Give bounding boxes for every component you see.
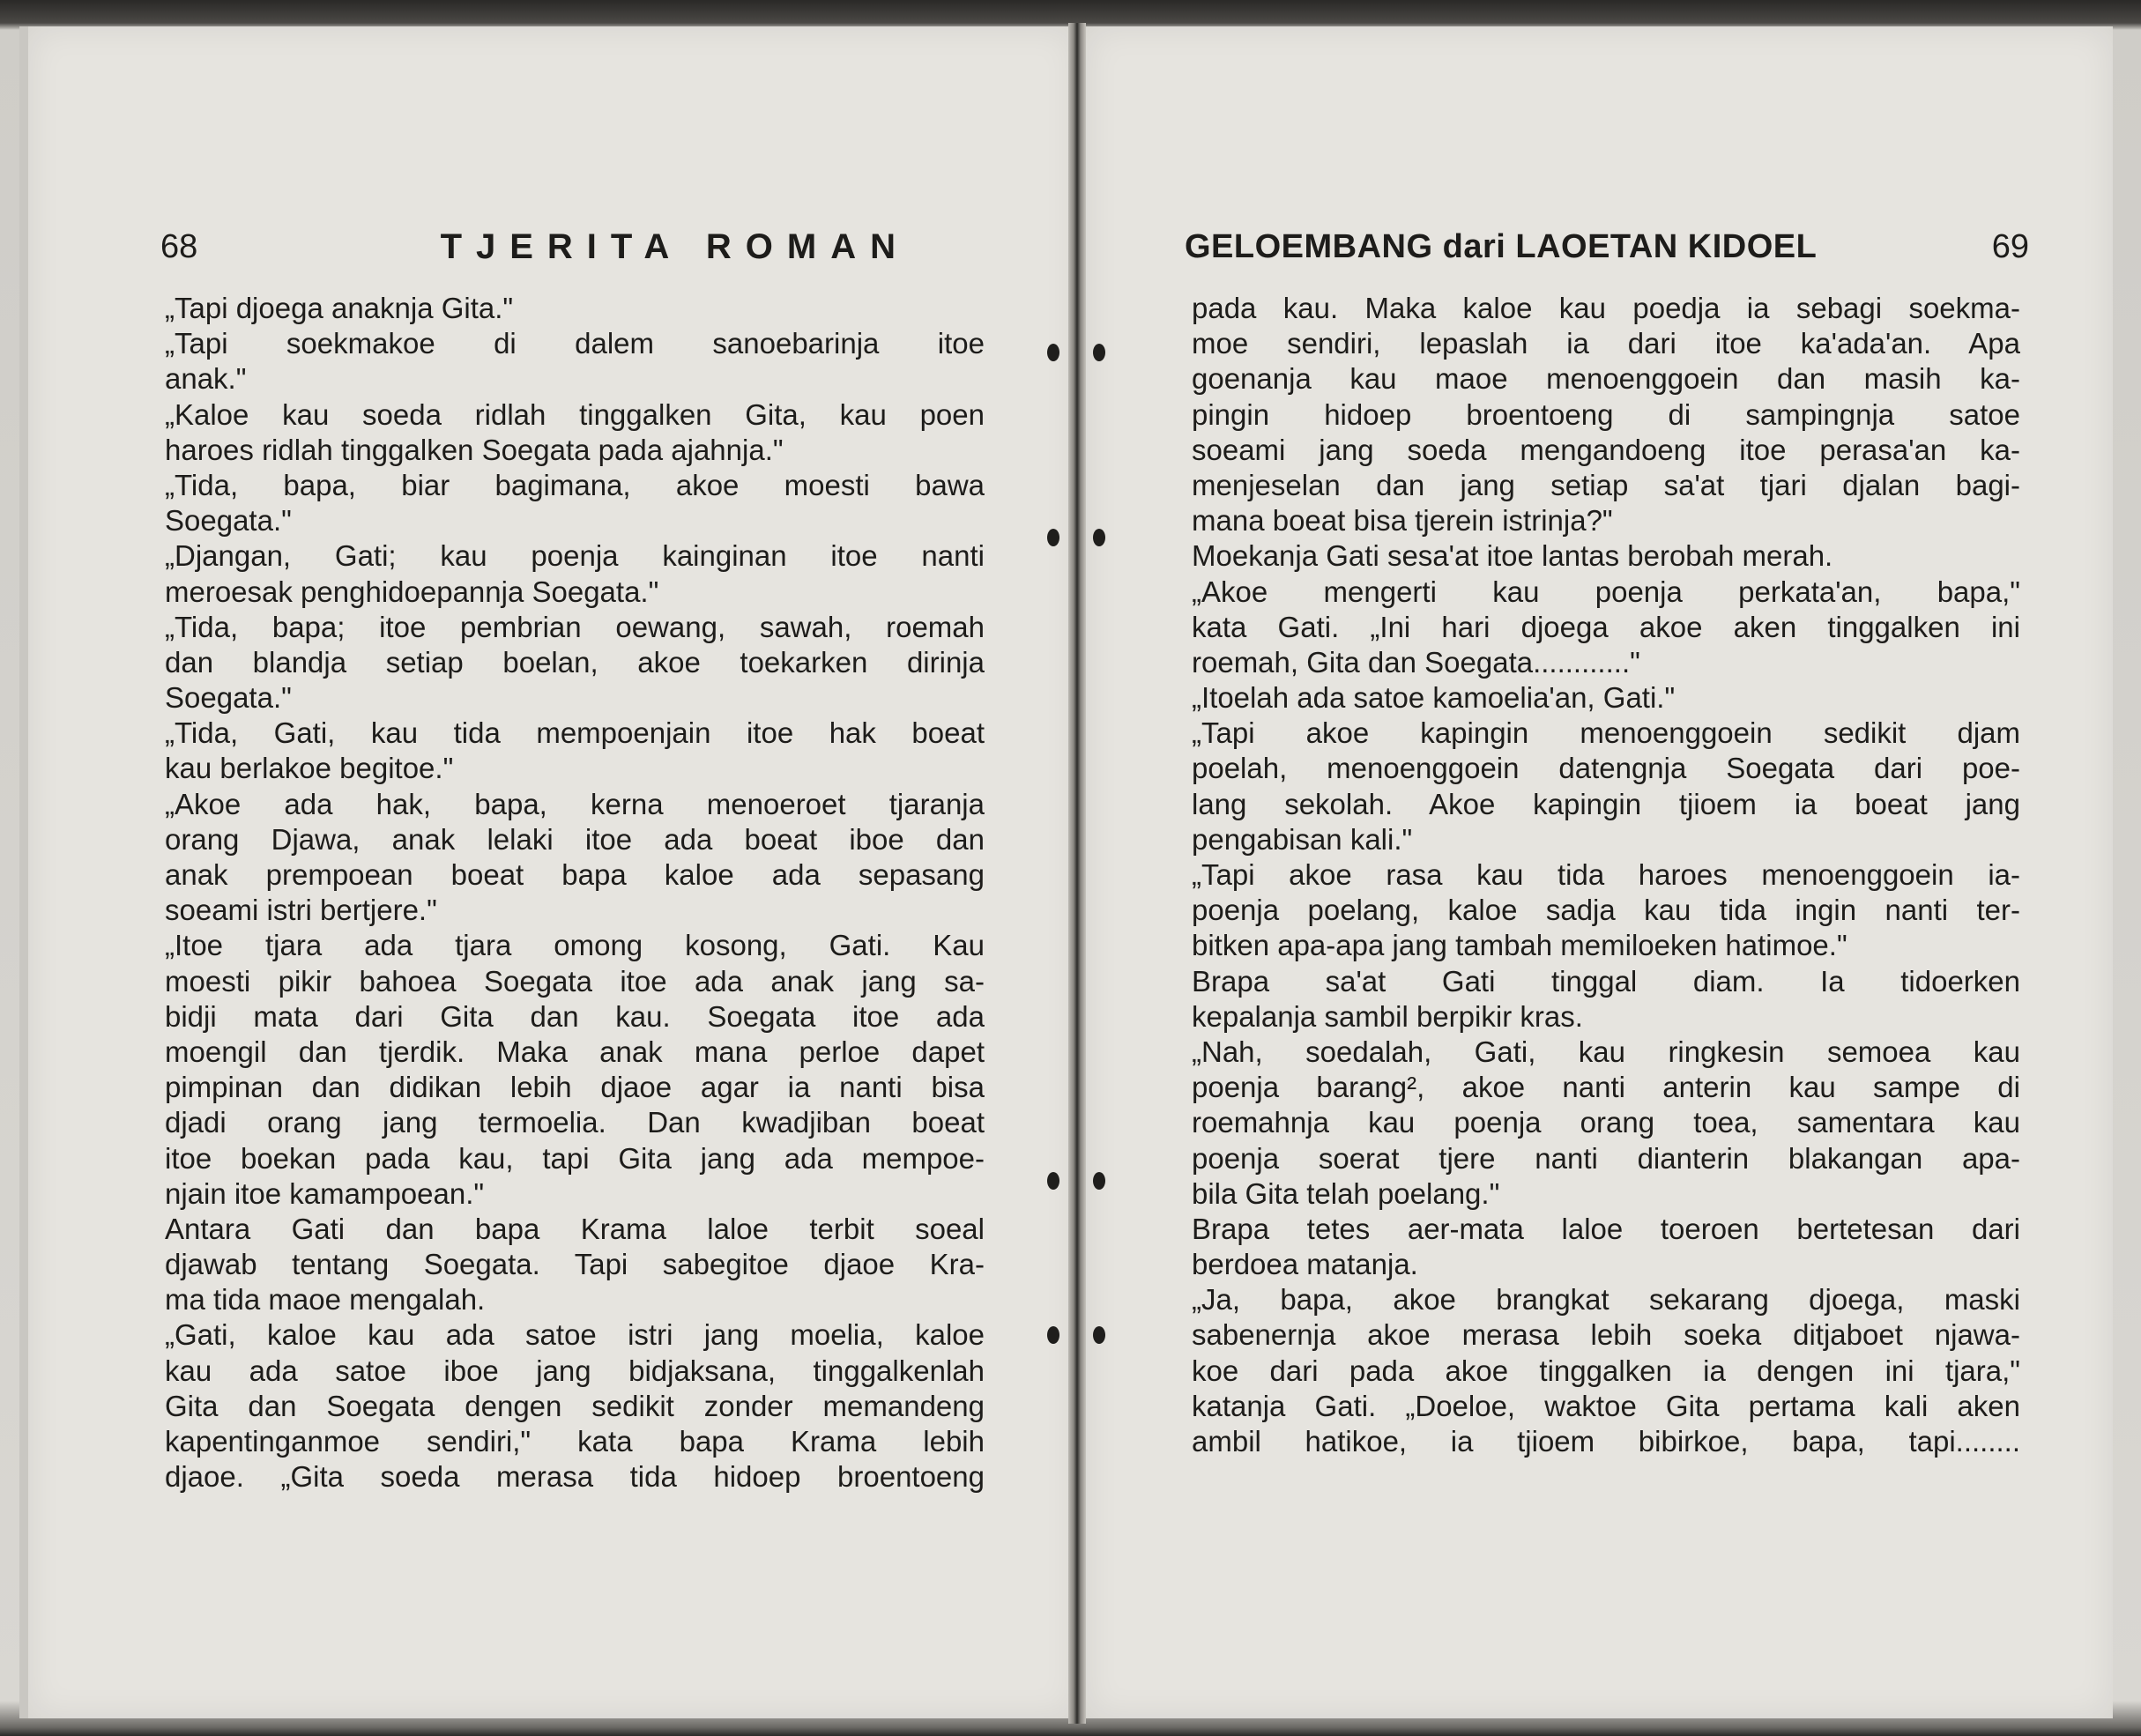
text-line: kau berlakoe begitoe." — [165, 752, 454, 785]
text-line: Brapa sa'at Gati tinggal diam. Ia tidoerken — [1192, 964, 2020, 998]
right-running-title: GELOEMBANG dari LAOETAN KIDOEL — [1185, 228, 1818, 265]
text-line: „Akoe ada hak, bapa, kerna menoeroet tjaranja — [165, 787, 985, 820]
text-line: „Tapi soekmakoe di dalem sanoebarinja itoe — [165, 327, 985, 360]
text-line: kata Gati. „Ini hari djoega akoe aken tinggalken ini — [1192, 610, 2020, 643]
text-line: bila Gita telah poelang." — [1192, 1176, 1500, 1210]
binding-hole — [1093, 1172, 1105, 1190]
text-line: anak prempoean boeat bapa kaloe ada sepasang — [165, 858, 985, 891]
text-line: pengabisan kali." — [1192, 822, 1413, 856]
text-line: kau ada satoe iboe jang bidjaksana, tinggalkenlah — [165, 1354, 985, 1387]
left-running-title: TJERITA ROMAN — [440, 227, 910, 266]
text-line: Antara Gati dan bapa Krama laloe terbit soeal — [165, 1212, 985, 1245]
text-line: „Akoe mengerti kau poenja perkata'an, bapa," — [1192, 575, 2020, 608]
text-line: „Tida, Gati, kau tida mempoenjain itoe hak boeat — [165, 716, 985, 750]
text-line: „Tida, bapa; itoe pembrian oewang, sawah, roemah — [165, 610, 985, 643]
binding-hole — [1093, 344, 1105, 361]
book-spine — [1068, 23, 1086, 1724]
text-line: menjeselan dan jang setiap sa'at tjari djalan bagi- — [1192, 468, 2020, 501]
left-page-number: 68 — [160, 228, 198, 265]
text-line: djadi orang jang termoelia. Dan kwadjiban boeat — [165, 1106, 985, 1139]
text-line: „Tapi akoe rasa kau tida haroes menoenggoein ia- — [1192, 858, 2020, 891]
text-line: itoe boekan pada kau, tapi Gita jang ada mempoe- — [165, 1141, 985, 1175]
text-line: bitken apa-apa jang tambah memiloeken hatimoe." — [1192, 929, 1847, 962]
text-line: dan blandja setiap boelan, akoe toekarken dirinja — [165, 645, 985, 679]
text-line: „Ja, bapa, akoe brangkat sekarang djoega, maski — [1192, 1283, 2020, 1317]
right-page — [1086, 26, 2113, 1718]
text-line: kapentinganmoe sendiri," kata bapa Krama lebih — [165, 1425, 985, 1458]
text-line: poelah, menoenggoein datengnja Soegata dari poe- — [1192, 752, 2020, 785]
text-line: moengil dan tjerdik. Maka anak mana perloe dapet — [165, 1035, 985, 1068]
text-line: poenja soerat tjere nanti dianterin blakangan apa- — [1192, 1141, 2020, 1175]
text-line: meroesak penghidoepannja Soegata." — [165, 575, 659, 608]
right-running-head — [1086, 220, 2113, 273]
text-line: Soegata." — [165, 681, 292, 715]
right-page-number: 69 — [1991, 228, 2029, 265]
text-line: sabenernja akoe merasa lebih soeka ditjaboet njawa- — [1192, 1318, 2020, 1352]
text-line: anak." — [165, 362, 247, 396]
text-line: poenja poelang, kaloe sadja kau tida ingin nanti ter- — [1192, 894, 2020, 927]
text-line: Moekanja Gati sesa'at itoe lantas berobah merah. — [1192, 539, 1833, 573]
text-line: moe sendiri, lepaslah ia dari itoe ka'ada'an. Apa — [1192, 327, 2020, 360]
text-line: haroes ridlah tinggalken Soegata pada ajahnja." — [165, 433, 784, 466]
text-line: moesti pikir bahoea Soegata itoe ada anak jang sa- — [165, 964, 985, 998]
text-line: „Djangan, Gati; kau poenja kainginan itoe nanti — [165, 539, 985, 573]
text-line: ambil hatikoe, ia tjioem bibirkoe, bapa, tapi........ — [1192, 1425, 2020, 1458]
binding-hole — [1047, 344, 1059, 361]
text-line: katanja Gati. „Doeloe, waktoe Gita pertama kali aken — [1192, 1389, 2020, 1422]
text-line: Gita dan Soegata dengen sedikit zonder memandeng — [165, 1389, 985, 1422]
text-line: „Tapi akoe kapingin menoenggoein sedikit djam — [1192, 716, 2020, 750]
text-line: „Kaloe kau soeda ridlah tinggalken Gita, kau poen — [165, 397, 985, 431]
text-line: njain itoe kamampoean." — [165, 1176, 485, 1210]
text-line: pimpinan dan didikan lebih djaoe agar ia nanti bisa — [165, 1071, 985, 1104]
binding-hole — [1047, 1172, 1059, 1190]
right-body-text — [1192, 291, 2020, 1459]
text-line: „Tapi djoega anaknja Gita." — [165, 292, 514, 324]
text-line: pingin hidoep broentoeng di sampingnja satoe — [1192, 397, 2020, 431]
text-line: „Itoe tjara ada tjara omong kosong, Gati. Kau — [165, 929, 985, 962]
text-line: ma tida maoe mengalah. — [165, 1283, 486, 1317]
left-body-text — [165, 291, 985, 1495]
text-line: poenja barang², akoe nanti anterin kau sampe di — [1192, 1071, 2020, 1104]
text-line: pada kau. Maka kaloe kau poedja ia sebagi soekma- — [1192, 292, 2020, 324]
text-line: soeami istri bertjere." — [165, 894, 437, 927]
left-page — [19, 26, 1077, 1718]
text-line: Brapa tetes aer-mata laloe toeroen bertetesan dari — [1192, 1212, 2020, 1245]
text-line: „Itoelah ada satoe kamoelia'an, Gati." — [1192, 681, 1676, 715]
text-line: bidji mata dari Gita dan kau. Soegata itoe ada — [165, 999, 985, 1033]
text-line: djawab tentang Soegata. Tapi sabegitoe djaoe Kra- — [165, 1248, 985, 1281]
text-line: koe dari pada akoe tinggalken ia dengen ini tjara," — [1192, 1354, 2020, 1387]
text-line: orang Djawa, anak lelaki itoe ada boeat iboe dan — [165, 822, 985, 856]
binding-hole — [1093, 1326, 1105, 1344]
text-line: Soegata." — [165, 504, 292, 538]
binding-hole — [1047, 529, 1059, 546]
binding-hole — [1047, 1326, 1059, 1344]
text-line: djaoe. „Gita soeda merasa tida hidoep broentoeng — [165, 1460, 985, 1494]
left-running-head — [28, 220, 1077, 273]
text-line: berdoea matanja. — [1192, 1248, 1418, 1281]
text-line: kepalanja sambil berpikir kras. — [1192, 999, 1583, 1033]
text-line: lang sekolah. Akoe kapingin tjioem ia boeat jang — [1192, 787, 2020, 820]
text-line: „Gati, kaloe kau ada satoe istri jang moelia, kaloe — [165, 1318, 985, 1352]
text-line: roemah, Gita dan Soegata............" — [1192, 645, 1640, 679]
text-line: soeami jang soeda mengandoeng itoe perasa'an ka- — [1192, 433, 2020, 466]
binding-hole — [1093, 529, 1105, 546]
text-line: „Tida, bapa, biar bagimana, akoe moesti bawa — [165, 468, 985, 501]
text-line: mana boeat bisa tjerein istrinja?" — [1192, 504, 1613, 538]
text-line: roemahnja kau poenja orang toea, samentara kau — [1192, 1106, 2020, 1139]
text-line: „Nah, soedalah, Gati, kau ringkesin semoea kau — [1192, 1035, 2020, 1068]
text-line: goenanja kau maoe menoenggoein dan masih ka- — [1192, 362, 2020, 396]
